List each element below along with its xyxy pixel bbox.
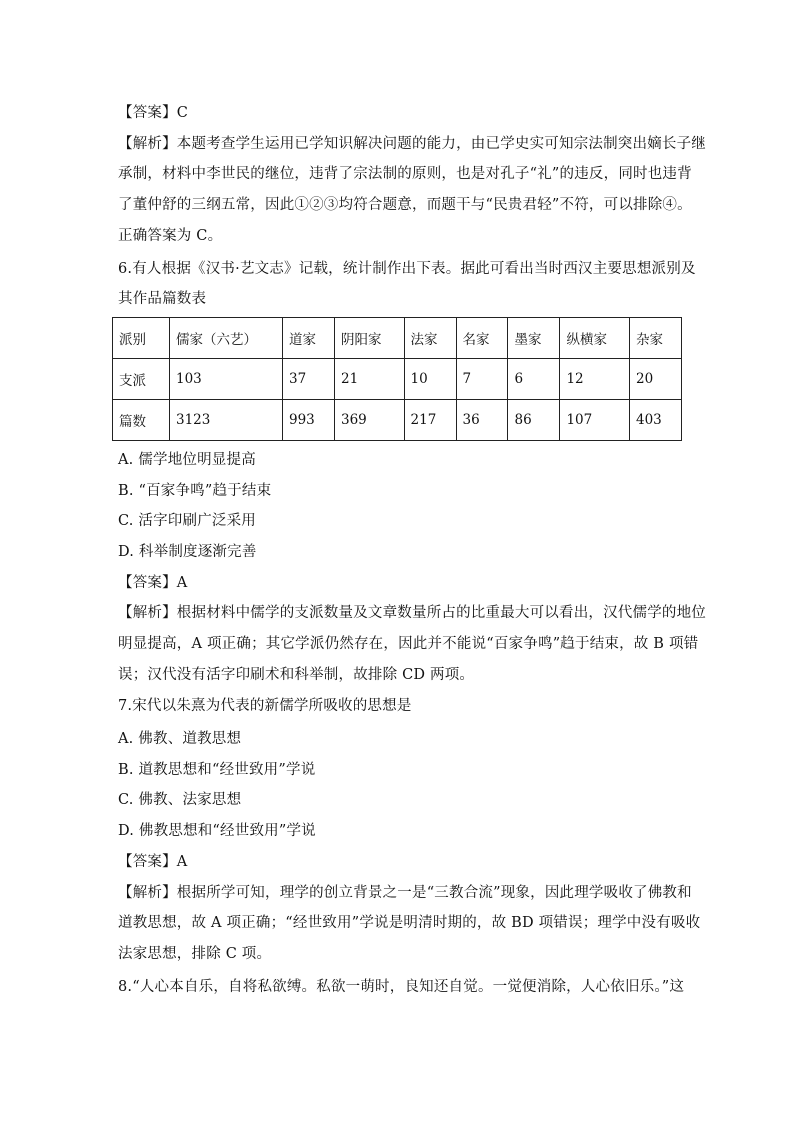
table-cell: 86 [508,400,560,441]
table-cell: 道家 [283,318,335,359]
q7-analysis-line: 道教思想，故 A 项正确；“经世致用”学说是明清时期的，故 BD 项错误；理学中没有吸收 [118,915,701,931]
q7-option-d: D. 佛教思想和“经世致用”学说 [118,823,316,839]
q6-stem-line: 其作品篇数表 [118,291,207,307]
table-cell: 36 [456,400,508,441]
q8-stem-line: 8.“人心本自乐，自将私欲缚。私欲一萌时，良知还自觉。一觉便消除，人心依旧乐。”这 [118,979,685,995]
table-cell: 12 [560,359,630,400]
table-row [113,400,682,441]
table-cell: 217 [404,400,456,441]
school-works-table [112,317,682,441]
q6-analysis-line: 误；汉代没有活字印刷术和科举制，故排除 CD 两项。 [118,667,475,683]
table-cell: 派别 [113,318,170,359]
table-cell: 20 [630,359,682,400]
table-cell: 993 [283,400,335,441]
q5-analysis-line: 【解析】本题考查学生运用已学知识解决问题的能力，由已学史实可知宗法制突出嫡长子继 [118,136,706,152]
q6-answer: 【答案】A [118,575,188,591]
table-cell: 支派 [113,359,170,400]
table-cell: 篇数 [113,400,170,441]
q6-option-a: A. 儒学地位明显提高 [118,452,256,468]
q7-stem: 7.宋代以朱熹为代表的新儒学所吸收的思想是 [118,698,412,714]
q5-analysis-line: 承制，材料中李世民的继位，违背了宗法制的原则，也是对孔子“礼”的违反，同时也违背 [118,166,692,182]
table-cell: 阴阳家 [334,318,404,359]
table-cell: 纵横家 [560,318,630,359]
q5-analysis-line: 正确答案为 C。 [118,228,223,244]
q7-analysis-line: 【解析】根据所学可知，理学的创立背景之一是“三教合流”现象，因此理学吸收了佛教和 [118,885,692,901]
q7-option-a: A. 佛教、道教思想 [118,731,242,747]
table-row [113,359,682,400]
q7-analysis-line: 法家思想，排除 C 项。 [118,946,272,962]
table-cell: 6 [508,359,560,400]
table-cell: 杂家 [630,318,682,359]
q5-answer: 【答案】C [118,105,189,121]
table-cell: 儒家（六艺） [170,318,283,359]
table-cell: 107 [560,400,630,441]
q7-option-b: B. 道教思想和“经世致用”学说 [118,762,316,778]
table-cell: 7 [456,359,508,400]
table-cell: 名家 [456,318,508,359]
q5-analysis-line: 了董仲舒的三纲五常，因此①②③均符合题意，而题干与“民贵君轻”不符，可以排除④。 [118,197,692,213]
table-cell: 37 [283,359,335,400]
table-cell: 369 [334,400,404,441]
table-cell: 21 [334,359,404,400]
table-cell: 墨家 [508,318,560,359]
q6-option-c: C. 活字印刷广泛采用 [118,513,256,529]
table-cell: 3123 [170,400,283,441]
q7-answer: 【答案】A [118,854,188,870]
q7-option-c: C. 佛教、法家思想 [118,792,242,808]
q6-option-b: B. “百家争鸣”趋于结束 [118,483,272,499]
table-row [113,318,682,359]
q6-option-d: D. 科举制度逐渐完善 [118,544,257,560]
table-cell: 10 [404,359,456,400]
table-cell: 法家 [404,318,456,359]
q6-analysis-line: 明显提高，A 项正确；其它学派仍然存在，因此并不能说“百家争鸣”趋于结束，故 B 项错 [118,636,699,652]
table-cell: 103 [170,359,283,400]
table-cell: 403 [630,400,682,441]
q6-analysis-line: 【解析】根据材料中儒学的支派数量及文章数量所占的比重最大可以看出，汉代儒学的地位 [118,605,706,621]
q6-stem-line: 6.有人根据《汉书·艺文志》记载，统计制作出下表。据此可看出当时西汉主要思想派别及 [118,261,696,277]
